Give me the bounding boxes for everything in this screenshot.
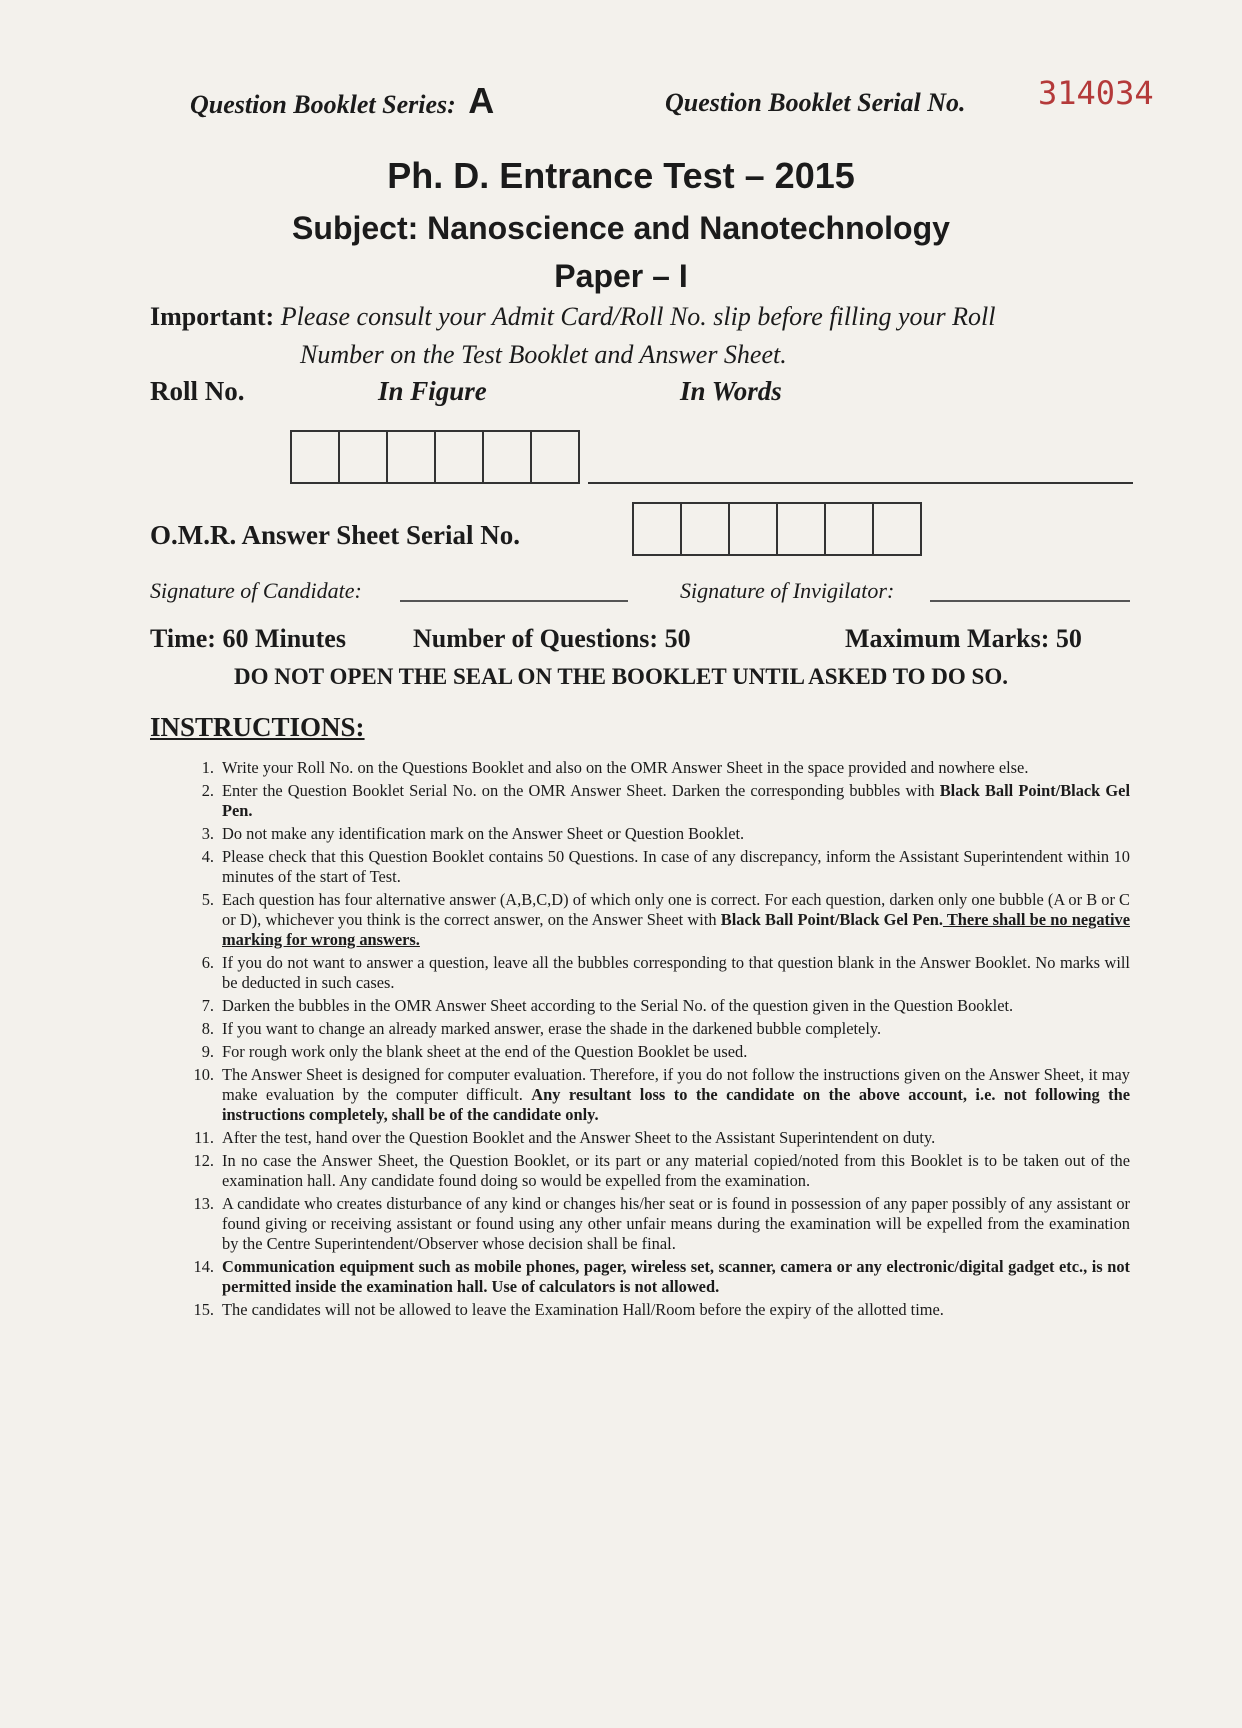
series-value: A [468, 80, 495, 121]
instruction-number: 2. [201, 781, 214, 800]
booklet-series [190, 80, 494, 122]
instruction-text [222, 1128, 1130, 1148]
instruction-underlined: There shall be no negative marking for wrong answers. [222, 910, 1130, 949]
instruction-item [180, 953, 1130, 993]
instruction-item [180, 1194, 1130, 1254]
series-label: Question Booklet Series: [190, 90, 456, 119]
instruction-emphasis: Black Ball Point/Black Gel Pen. [720, 910, 943, 929]
instruction-text [222, 953, 1130, 993]
instruction-text [222, 996, 1130, 1016]
instruction-text [222, 1151, 1130, 1191]
instruction-number: 9. [201, 1042, 214, 1061]
instruction-number: 11. [194, 1128, 214, 1147]
instruction-number: 8. [201, 1019, 214, 1038]
serial-number: 314034 [1038, 74, 1154, 112]
instruction-item [180, 1257, 1130, 1297]
instruction-emphasis: Black Ball Point/Black Gel Pen. [222, 781, 1131, 820]
instruction-body: Enter the Question Booklet Serial No. on the OMR Answer Sheet. Darken the corresponding bubbles with [222, 781, 940, 800]
exam-subject: Subject: Nanoscience and Nanotechnology [292, 210, 950, 246]
omr-digit-box[interactable] [778, 504, 826, 554]
instruction-number: 3. [201, 824, 214, 843]
instruction-body: Darken the bubbles in the OMR Answer Sheet according to the Serial No. of the question given in the Question Booklet. [222, 996, 1014, 1015]
instruction-text [222, 758, 1130, 778]
instruction-text [222, 890, 1130, 950]
instruction-text [222, 1019, 1130, 1039]
instruction-body: After the test, hand over the Question Booklet and the Answer Sheet to the Assistant Superintendent on duty. [222, 1128, 936, 1147]
candidate-signature-label: Signature of Candidate: [150, 578, 362, 603]
instruction-item [180, 1019, 1130, 1039]
instruction-number: 15. [193, 1300, 214, 1319]
instruction-number: 12. [193, 1151, 214, 1170]
invigilator-signature-label: Signature of Invigilator: [680, 578, 895, 603]
omr-serial-label: O.M.R. Answer Sheet Serial No. [150, 520, 520, 550]
instruction-number: 7. [201, 996, 214, 1015]
instruction-item [180, 758, 1130, 778]
roll-digit-box[interactable] [484, 432, 532, 482]
instructions-heading: INSTRUCTIONS: [150, 712, 365, 742]
roll-digit-box[interactable] [436, 432, 484, 482]
important-text-line2: Number on the Test Booklet and Answer Sheet. [300, 340, 787, 369]
instruction-item [180, 847, 1130, 887]
instruction-text [222, 1300, 1130, 1320]
instruction-body: Write your Roll No. on the Questions Booklet and also on the OMR Answer Sheet in the space provided and nowhere else. [222, 758, 1029, 777]
roll-number-boxes[interactable] [290, 430, 580, 484]
instruction-text [222, 1257, 1130, 1297]
omr-digit-box[interactable] [730, 504, 778, 554]
instruction-emphasis: Communication equipment such as mobile phones, pager, wireless set, scanner, camera or any electronic/digital gadget etc., is not permitted inside the examination hall. Use of calculators is not allowed. [222, 1257, 1130, 1296]
roll-digit-box[interactable] [388, 432, 436, 482]
instruction-text [222, 824, 1130, 844]
important-note [150, 298, 1140, 374]
omr-digit-box[interactable] [634, 504, 682, 554]
instruction-item [180, 890, 1130, 950]
instruction-body: Do not make any identification mark on the Answer Sheet or Question Booklet. [222, 824, 745, 843]
instructions-list [180, 758, 1130, 1323]
instruction-number: 1. [201, 758, 214, 777]
instruction-body: If you want to change an already marked answer, erase the shade in the darkened bubble completely. [222, 1019, 882, 1038]
instruction-item [180, 1300, 1130, 1320]
exam-time: Time: 60 Minutes [150, 624, 346, 653]
instruction-body: The Answer Sheet is designed for computer evaluation. Therefore, if you do not follow the instructions given on the Answer Sheet, it may make evaluation by the computer difficult. [222, 1065, 1130, 1104]
instruction-item [180, 1042, 1130, 1062]
exam-max-marks: Maximum Marks: 50 [845, 624, 1082, 653]
instruction-body: A candidate who creates disturbance of any kind or changes his/her seat or is found in possession of any paper possibly of any assistant or found giving or receiving assistant or found using any other unfair means during the examination will be expelled from the examination by the Centre Superintendent/Observer whose decision shall be final. [222, 1194, 1130, 1253]
instruction-body: In no case the Answer Sheet, the Question Booklet, or its part or any material copied/noted from this Booklet is to be taken out of the examination hall. Any candidate found doing so would be expelled from the examination. [222, 1151, 1130, 1190]
instruction-number: 5. [201, 890, 214, 909]
candidate-signature-line[interactable] [400, 600, 628, 602]
instruction-number: 14. [193, 1257, 214, 1276]
exam-paper: Paper – I [554, 258, 688, 294]
instruction-text [222, 1065, 1130, 1125]
omr-digit-box[interactable] [874, 504, 920, 554]
important-text-line1: Please consult your Admit Card/Roll No. slip before filling your Roll [280, 302, 996, 331]
important-label: Important: [150, 302, 275, 331]
instruction-item [180, 1128, 1130, 1148]
in-words-label: In Words [680, 376, 782, 406]
instruction-number: 10. [193, 1065, 214, 1084]
instruction-number: 6. [201, 953, 214, 972]
instruction-text [222, 781, 1130, 821]
exam-title: Ph. D. Entrance Test – 2015 [387, 155, 855, 196]
instruction-text [222, 1042, 1130, 1062]
in-figure-label: In Figure [378, 376, 487, 406]
roll-digit-box[interactable] [340, 432, 388, 482]
instruction-body: For rough work only the blank sheet at the end of the Question Booklet be used. [222, 1042, 748, 1061]
instruction-text [222, 847, 1130, 887]
instruction-body: Please check that this Question Booklet contains 50 Questions. In case of any discrepancy, inform the Assistant Superintendent within 10 minutes of the start of Test. [222, 847, 1130, 886]
exam-question-count: Number of Questions: 50 [413, 624, 691, 653]
roll-digit-box[interactable] [532, 432, 578, 482]
instruction-item [180, 996, 1130, 1016]
serial-label: Question Booklet Serial No. [665, 88, 966, 117]
omr-digit-box[interactable] [826, 504, 874, 554]
instruction-body: Each question has four alternative answer (A,B,C,D) of which only one is correct. For each question, darken only one bubble (A or B or C or D), whichever you think is the correct answer, on the Answer Sheet with [222, 890, 1130, 929]
instruction-number: 13. [193, 1194, 214, 1213]
instruction-body: If you do not want to answer a question, leave all the bubbles corresponding to that question blank in the Answer Booklet. No marks will be deducted in such cases. [222, 953, 1130, 992]
omr-digit-box[interactable] [682, 504, 730, 554]
instruction-emphasis: Any resultant loss to the candidate on the above account, i.e. not following the instructions completely, shall be of the candidate only. [222, 1085, 1131, 1124]
instruction-item [180, 781, 1130, 821]
instruction-body: The candidates will not be allowed to leave the Examination Hall/Room before the expiry of the allotted time. [222, 1300, 944, 1319]
instruction-text [222, 1194, 1130, 1254]
instruction-item [180, 1151, 1130, 1191]
roll-digit-box[interactable] [292, 432, 340, 482]
instruction-item [180, 1065, 1130, 1125]
seal-warning: DO NOT OPEN THE SEAL ON THE BOOKLET UNTIL ASKED TO DO SO. [234, 664, 1008, 689]
instruction-number: 4. [201, 847, 214, 866]
roll-in-words-line[interactable] [588, 482, 1133, 484]
invigilator-signature-line[interactable] [930, 600, 1130, 602]
roll-label: Roll No. [150, 376, 245, 406]
omr-serial-boxes[interactable] [632, 502, 922, 556]
instruction-item [180, 824, 1130, 844]
